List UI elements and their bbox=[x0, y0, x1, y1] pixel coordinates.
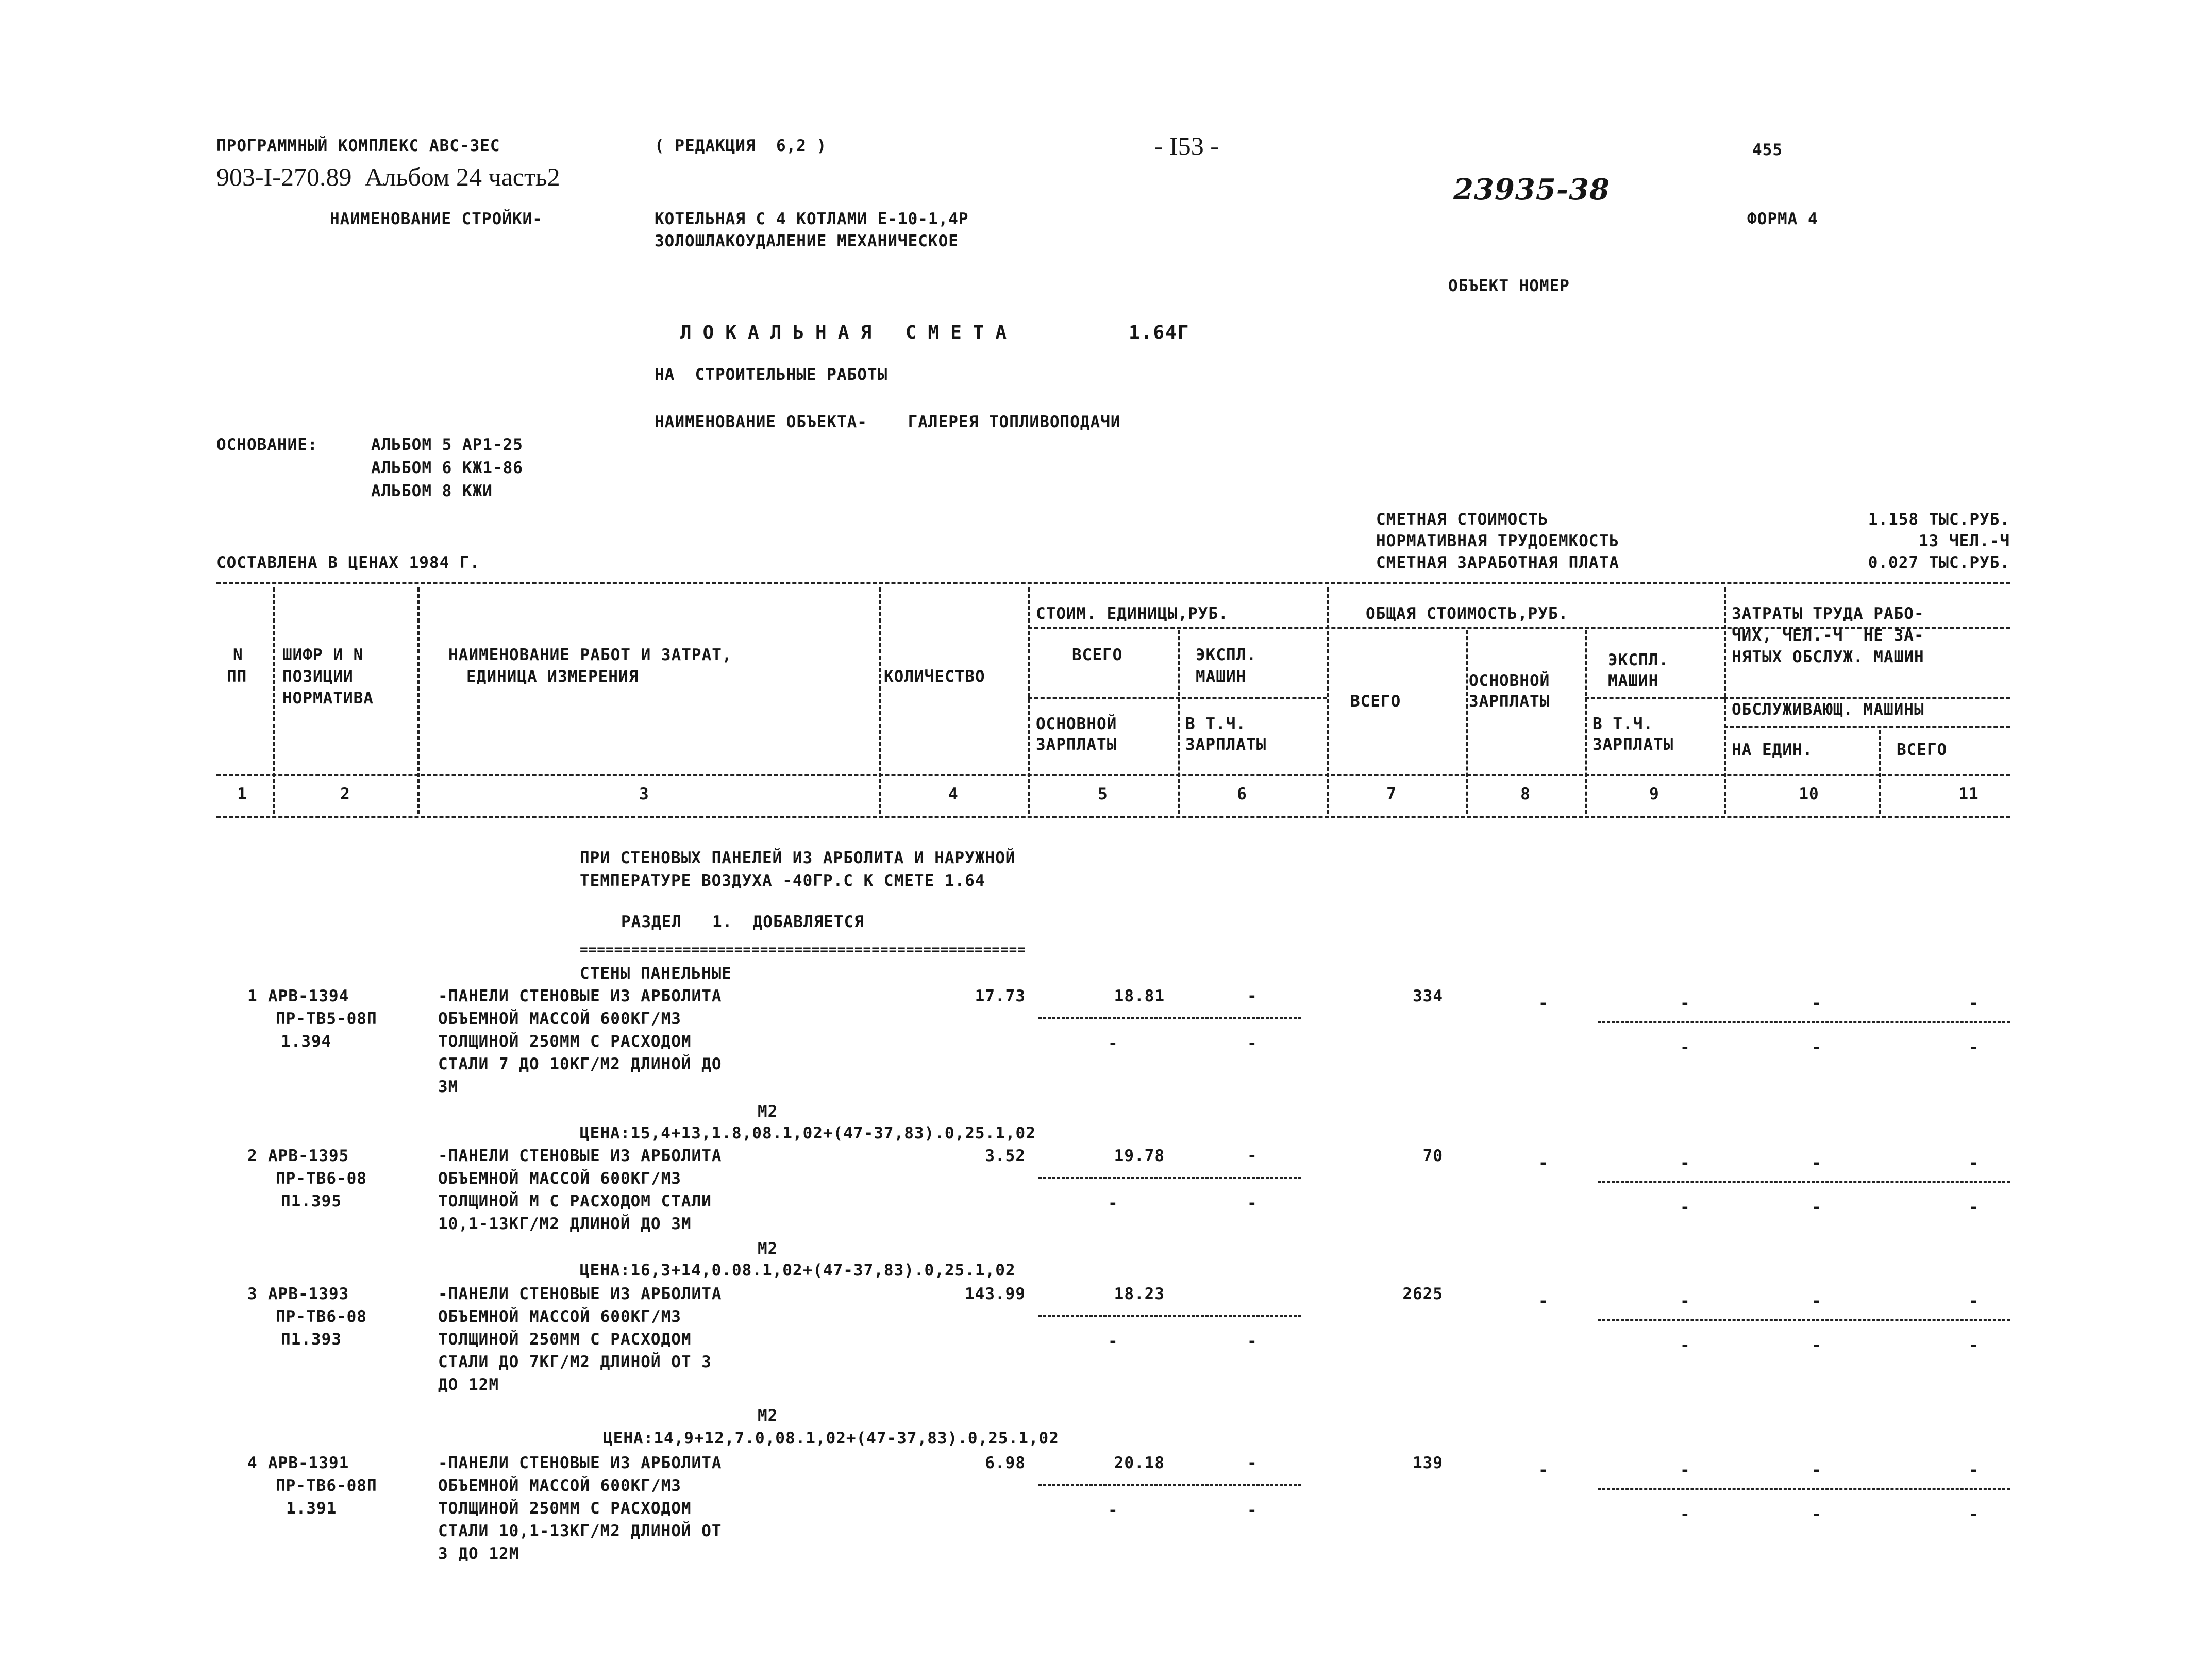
basis-line: АЛЬБОМ 5 АР1-25 bbox=[371, 435, 523, 454]
item-desc: -ПАНЕЛИ СТЕНОВЫЕ ИЗ АРБОЛИТА bbox=[438, 987, 722, 1005]
item-number: 4 bbox=[247, 1454, 258, 1472]
item-subrule bbox=[1598, 1021, 2010, 1023]
item-dash: - bbox=[1969, 1038, 1979, 1057]
col-header-total-machine: МАШИН bbox=[1608, 671, 1659, 690]
item-dash: - bbox=[1108, 1034, 1118, 1053]
item-dash: - bbox=[1680, 994, 1690, 1013]
table-rule bbox=[216, 582, 2010, 584]
item-dash: - bbox=[1538, 1461, 1549, 1480]
item-dash: - bbox=[1812, 1505, 1822, 1524]
item-dash: - bbox=[1812, 994, 1822, 1013]
col-header-n: N bbox=[233, 646, 243, 664]
table-separator bbox=[273, 587, 275, 814]
intro-line: ПРИ СТЕНОВЫХ ПАНЕЛЕЙ ИЗ АРБОЛИТА И НАРУЖНОЙ bbox=[580, 849, 1016, 867]
item-dash: - bbox=[1969, 1505, 1979, 1524]
item-dash: - bbox=[1247, 1501, 1258, 1520]
item-subrule bbox=[1598, 1181, 2010, 1183]
item-code: ПР-ТВ5-08П bbox=[276, 1010, 377, 1028]
item-subrule bbox=[1598, 1488, 2010, 1490]
col-header-unit-salary: ОСНОВНОЙ bbox=[1036, 715, 1117, 733]
col-header-total-cost: ОБЩАЯ СТОИМОСТЬ,РУБ. bbox=[1366, 604, 1569, 623]
col-header-total-salary: ОСНОВНОЙ bbox=[1469, 671, 1550, 690]
col-header-labor-unit: НА ЕДИН. bbox=[1732, 741, 1813, 759]
item-code: АРВ-1391 bbox=[268, 1454, 349, 1472]
item-dash: - bbox=[1812, 1198, 1822, 1217]
item-dash: - bbox=[1108, 1194, 1118, 1213]
item-price-formula: ЦЕНА:16,3+14,0.08.1,02+(47-37,83).0,25.1,02 bbox=[580, 1261, 1016, 1280]
table-separator bbox=[1028, 587, 1030, 814]
item-desc: ОБЪЕМНОЙ МАССОЙ 600КГ/М3 bbox=[438, 1169, 681, 1188]
col-header-labor-service: ОБСЛУЖИВАЮЩ. МАШИНЫ bbox=[1732, 700, 1924, 719]
page-number: - I53 - bbox=[1154, 131, 1219, 160]
summary-value: 1.158 ТЫС.РУБ. bbox=[1868, 510, 2010, 529]
item-code: ПР-ТВ6-08 bbox=[276, 1169, 367, 1188]
col-number: 9 bbox=[1649, 785, 1659, 803]
col-header-labor-all: ВСЕГО bbox=[1897, 741, 1948, 759]
item-desc: ТОЛЩИНОЙ 250ММ С РАСХОДОМ bbox=[438, 1032, 692, 1051]
item-dash: - bbox=[1969, 1336, 1979, 1355]
item-dash: - bbox=[1680, 1154, 1690, 1172]
item-unit-price: 18.23 bbox=[1114, 1285, 1165, 1303]
col-header-code: НОРМАТИВА bbox=[282, 689, 374, 708]
stamp-number: 23935-38 bbox=[1453, 173, 1610, 207]
group-title: СТЕНЫ ПАНЕЛЬНЫЕ bbox=[580, 964, 732, 983]
table-rule bbox=[216, 816, 2010, 818]
table-separator bbox=[1585, 630, 1587, 814]
item-desc: -ПАНЕЛИ СТЕНОВЫЕ ИЗ АРБОЛИТА bbox=[438, 1454, 722, 1472]
col-header-name: ЕДИНИЦА ИЗМЕРЕНИЯ bbox=[466, 667, 639, 686]
item-dash: - bbox=[1247, 1147, 1258, 1165]
item-quantity: 6.98 bbox=[985, 1454, 1026, 1472]
item-subrule bbox=[1038, 1017, 1301, 1019]
work-type: НА СТРОИТЕЛЬНЫЕ РАБОТЫ bbox=[655, 365, 888, 384]
summary-value: 0.027 ТЫС.РУБ. bbox=[1868, 553, 2010, 572]
program-name: ПРОГРАММНЫЙ КОМПЛЕКС АВС-ЗЕС bbox=[216, 137, 500, 155]
item-quantity: 3.52 bbox=[985, 1147, 1026, 1165]
table-separator bbox=[1178, 630, 1180, 814]
item-number: 1 bbox=[247, 987, 258, 1005]
item-dash: - bbox=[1247, 1034, 1258, 1053]
col-header-unit-total: ВСЕГО bbox=[1072, 646, 1123, 664]
table-separator bbox=[879, 587, 881, 814]
col-header-total-salary: ЗАРПЛАТЫ bbox=[1469, 692, 1550, 711]
table-rule bbox=[1585, 697, 1724, 699]
basis-label: ОСНОВАНИЕ: bbox=[216, 435, 318, 454]
item-dash: - bbox=[1247, 987, 1258, 1005]
col-number: 10 bbox=[1799, 785, 1819, 803]
col-header-labor: НЯТЫХ ОБСЛУЖ. МАШИН bbox=[1732, 648, 1924, 666]
col-number: 11 bbox=[1958, 785, 1979, 803]
item-total: 70 bbox=[1422, 1147, 1443, 1165]
col-header-code: ШИФР И N bbox=[282, 646, 364, 664]
item-dash: - bbox=[1969, 1461, 1979, 1480]
item-code: АРВ-1395 bbox=[268, 1147, 349, 1165]
table-separator bbox=[1724, 587, 1726, 814]
col-number: 6 bbox=[1237, 785, 1247, 803]
col-header-name: НАИМЕНОВАНИЕ РАБОТ И ЗАТРАТ, bbox=[448, 646, 732, 664]
item-unit: М2 bbox=[758, 1239, 778, 1258]
item-dash: - bbox=[1969, 994, 1979, 1013]
item-desc: ДО 12М bbox=[438, 1375, 499, 1394]
item-unit-price: 20.18 bbox=[1114, 1454, 1165, 1472]
item-dash: - bbox=[1812, 1292, 1822, 1311]
item-code: П1.395 bbox=[281, 1192, 342, 1211]
col-header-unit-cost: СТОИМ. ЕДИНИЦЫ,РУБ. bbox=[1036, 604, 1229, 623]
col-header-total-all: ВСЕГО bbox=[1350, 692, 1401, 711]
col-header-unit-incl-salary: В Т.Ч. bbox=[1185, 715, 1246, 733]
document-title: ЛОКАЛЬНАЯ СМЕТА bbox=[680, 322, 1018, 343]
item-dash: - bbox=[1108, 1332, 1118, 1351]
summary-label: СМЕТНАЯ СТОИМОСТЬ bbox=[1376, 510, 1549, 529]
object-name: НАИМЕНОВАНИЕ ОБЪЕКТА- ГАЛЕРЕЯ ТОПЛИВОПОДАЧИ bbox=[655, 413, 1121, 431]
form-label: ФОРМА 4 bbox=[1747, 210, 1818, 228]
item-number: 3 bbox=[247, 1285, 258, 1303]
sheet-number: 455 bbox=[1752, 141, 1783, 159]
compiled-prices: СОСТАВЛЕНА В ЦЕНАХ 1984 Г. bbox=[216, 553, 480, 572]
item-quantity: 17.73 bbox=[975, 987, 1026, 1005]
item-desc: ТОЛЩИНОЙ 250ММ С РАСХОДОМ bbox=[438, 1499, 692, 1518]
item-dash: - bbox=[1247, 1194, 1258, 1213]
item-desc: ОБЪЕМНОЙ МАССОЙ 600КГ/М3 bbox=[438, 1476, 681, 1495]
item-number: 2 bbox=[247, 1147, 258, 1165]
item-code: 1.391 bbox=[286, 1499, 337, 1518]
construction-line-1: КОТЕЛЬНАЯ С 4 КОТЛАМИ Е-10-1,4Р bbox=[655, 210, 969, 228]
estimate-number: 1.64Г bbox=[1129, 322, 1190, 343]
item-total: 139 bbox=[1413, 1454, 1443, 1472]
item-code: ПР-ТВ6-08П bbox=[276, 1476, 377, 1495]
item-unit-price: 18.81 bbox=[1114, 987, 1165, 1005]
intro-line: ТЕМПЕРАТУРЕ ВОЗДУХА -40ГР.С К СМЕТЕ 1.64 bbox=[580, 871, 985, 890]
section-title: РАЗДЕЛ 1. ДОБАВЛЯЕТСЯ bbox=[621, 913, 864, 931]
item-dash: - bbox=[1108, 1501, 1118, 1520]
item-desc: ТОЛЩИНОЙ 250ММ С РАСХОДОМ bbox=[438, 1330, 692, 1349]
col-header-unit-machine: ЭКСПЛ. bbox=[1196, 646, 1256, 664]
col-header-total-incl-salary: ЗАРПЛАТЫ bbox=[1592, 735, 1674, 754]
col-header-n: ПП bbox=[227, 667, 247, 686]
construction-label: НАИМЕНОВАНИЕ СТРОЙКИ- bbox=[330, 210, 543, 228]
item-desc: 3 ДО 12М bbox=[438, 1544, 519, 1563]
item-dash: - bbox=[1247, 1332, 1258, 1351]
table-rule bbox=[1724, 697, 2010, 699]
item-price-formula: ЦЕНА:15,4+13,1.8,08.1,02+(47-37,83).0,25.1,02 bbox=[580, 1124, 1036, 1143]
item-dash: - bbox=[1680, 1336, 1690, 1355]
col-header-total-machine: ЭКСПЛ. bbox=[1608, 651, 1669, 669]
item-dash: - bbox=[1812, 1154, 1822, 1172]
basis-line: АЛЬБОМ 8 КЖИ bbox=[371, 482, 493, 500]
summary-label: СМЕТНАЯ ЗАРАБОТНАЯ ПЛАТА bbox=[1376, 553, 1619, 572]
col-header-code: ПОЗИЦИИ bbox=[282, 667, 354, 686]
col-number: 2 bbox=[340, 785, 350, 803]
item-dash: - bbox=[1812, 1336, 1822, 1355]
table-separator bbox=[1879, 730, 1881, 814]
col-number: 8 bbox=[1520, 785, 1531, 803]
basis-line: АЛЬБОМ 6 КЖ1-86 bbox=[371, 459, 523, 477]
item-desc: 10,1-13КГ/М2 ДЛИНОЙ ДО 3М bbox=[438, 1215, 692, 1233]
item-dash: - bbox=[1680, 1505, 1690, 1524]
col-number: 3 bbox=[639, 785, 649, 803]
item-desc: 3М bbox=[438, 1078, 459, 1096]
edition: ( РЕДАКЦИЯ 6,2 ) bbox=[655, 137, 827, 155]
col-header-total-incl-salary: В Т.Ч. bbox=[1592, 715, 1653, 733]
item-code: АРВ-1394 bbox=[268, 987, 349, 1005]
item-dash: - bbox=[1812, 1038, 1822, 1057]
item-unit: М2 bbox=[758, 1406, 778, 1425]
table-separator bbox=[1327, 587, 1329, 814]
item-code: ПР-ТВ6-08 bbox=[276, 1307, 367, 1326]
col-number: 5 bbox=[1098, 785, 1108, 803]
summary-label: НОРМАТИВНАЯ ТРУДОЕМКОСТЬ bbox=[1376, 532, 1619, 550]
item-desc: ОБЪЕМНОЙ МАССОЙ 600КГ/М3 bbox=[438, 1010, 681, 1028]
table-rule bbox=[216, 774, 2010, 776]
item-desc: СТАЛИ 7 ДО 10КГ/М2 ДЛИНОЙ ДО bbox=[438, 1055, 722, 1073]
item-dash: - bbox=[1680, 1198, 1690, 1217]
item-subrule bbox=[1038, 1315, 1301, 1317]
col-number: 1 bbox=[237, 785, 247, 803]
item-dash: - bbox=[1680, 1461, 1690, 1480]
item-subrule bbox=[1598, 1319, 2010, 1321]
item-dash: - bbox=[1680, 1292, 1690, 1311]
col-header-quantity: КОЛИЧЕСТВО bbox=[884, 667, 985, 686]
item-subrule bbox=[1038, 1177, 1301, 1179]
table-separator bbox=[417, 587, 420, 814]
item-unit-price: 19.78 bbox=[1114, 1147, 1165, 1165]
item-dash: - bbox=[1538, 1292, 1549, 1311]
item-desc: СТАЛИ 10,1-13КГ/М2 ДЛИНОЙ ОТ bbox=[438, 1522, 722, 1540]
item-dash: - bbox=[1969, 1198, 1979, 1217]
item-dash: - bbox=[1680, 1038, 1690, 1057]
project-code: 903-I-270.89 Альбом 24 часть2 bbox=[216, 162, 560, 191]
col-header-unit-incl-salary: ЗАРПЛАТЫ bbox=[1185, 735, 1267, 754]
item-code: П1.393 bbox=[281, 1330, 342, 1349]
col-header-labor: ЗАТРАТЫ ТРУДА РАБО- bbox=[1732, 604, 1924, 623]
table-rule bbox=[1724, 726, 2010, 728]
item-dash: - bbox=[1538, 1154, 1549, 1172]
item-desc: ТОЛЩИНОЙ М С РАСХОДОМ СТАЛИ bbox=[438, 1192, 712, 1211]
item-quantity: 143.99 bbox=[965, 1285, 1026, 1303]
item-desc: ОБЪЕМНОЙ МАССОЙ 600КГ/М3 bbox=[438, 1307, 681, 1326]
item-dash: - bbox=[1247, 1454, 1258, 1472]
construction-line-2: ЗОЛОШЛАКОУДАЛЕНИЕ МЕХАНИЧЕСКОЕ bbox=[655, 232, 959, 250]
col-header-unit-machine: МАШИН bbox=[1196, 667, 1247, 686]
col-number: 4 bbox=[948, 785, 959, 803]
item-dash: - bbox=[1969, 1154, 1979, 1172]
item-unit: М2 bbox=[758, 1102, 778, 1121]
col-header-unit-salary: ЗАРПЛАТЫ bbox=[1036, 735, 1117, 754]
table-separator bbox=[1466, 630, 1468, 814]
section-rule: ==================================================== bbox=[580, 942, 1026, 957]
item-total: 2625 bbox=[1402, 1285, 1443, 1303]
col-header-labor: ЧИХ, ЧЕЛ.-Ч НЕ ЗА- bbox=[1732, 626, 1924, 645]
item-code: 1.394 bbox=[281, 1032, 332, 1051]
item-desc: -ПАНЕЛИ СТЕНОВЫЕ ИЗ АРБОЛИТА bbox=[438, 1285, 722, 1303]
item-total: 334 bbox=[1413, 987, 1443, 1005]
item-dash: - bbox=[1812, 1461, 1822, 1480]
item-code: АРВ-1393 bbox=[268, 1285, 349, 1303]
item-dash: - bbox=[1538, 994, 1549, 1013]
item-subrule bbox=[1038, 1484, 1301, 1486]
object-number: ОБЪЕКТ НОМЕР bbox=[1448, 277, 1570, 295]
item-price-formula: ЦЕНА:14,9+12,7.0,08.1,02+(47-37,83).0,25.1,02 bbox=[603, 1429, 1059, 1448]
item-desc: -ПАНЕЛИ СТЕНОВЫЕ ИЗ АРБОЛИТА bbox=[438, 1147, 722, 1165]
col-number: 7 bbox=[1386, 785, 1397, 803]
summary-value: 13 ЧЕЛ.-Ч bbox=[1919, 532, 2010, 550]
item-dash: - bbox=[1969, 1292, 1979, 1311]
item-desc: СТАЛИ ДО 7КГ/М2 ДЛИНОЙ ОТ 3 bbox=[438, 1353, 712, 1371]
